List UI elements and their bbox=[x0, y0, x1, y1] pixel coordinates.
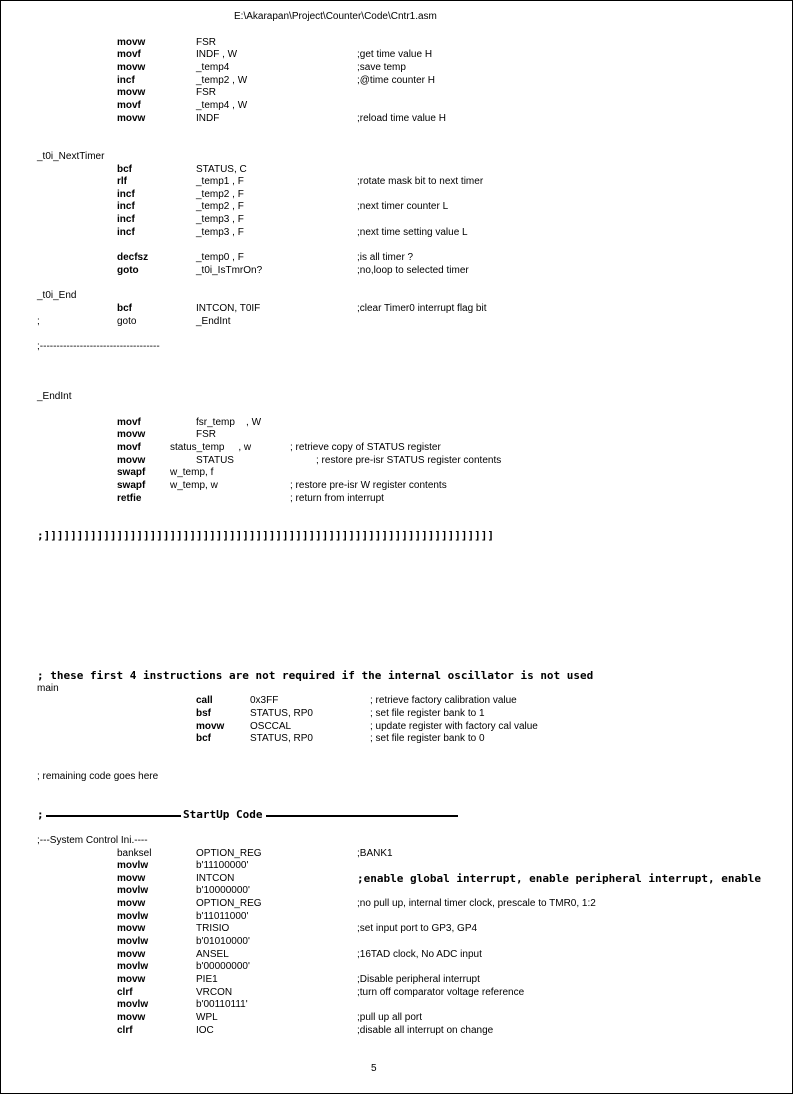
code-text: b'00110111' bbox=[196, 999, 248, 1010]
instruction-mnemonic: incf bbox=[117, 214, 135, 225]
code-text: ;clear Timer0 interrupt flag bit bbox=[357, 303, 487, 314]
instruction-mnemonic: movf bbox=[117, 442, 141, 453]
instruction-mnemonic: movlw bbox=[117, 911, 149, 922]
code-text: INDF bbox=[196, 113, 220, 124]
code-text: _temp3 , F bbox=[196, 214, 244, 225]
code-text: b'01010000' bbox=[196, 936, 250, 947]
code-text: ; return from interrupt bbox=[290, 493, 384, 504]
code-text: ; retrieve factory calibration value bbox=[370, 695, 517, 706]
code-text: ;save temp bbox=[357, 62, 406, 73]
instruction-mnemonic: movw bbox=[117, 898, 146, 909]
code-text: ;Disable peripheral interrupt bbox=[357, 974, 480, 985]
startup-rule-left bbox=[46, 815, 181, 817]
code-text: INTCON bbox=[196, 873, 235, 884]
code-text: ;disable all interrupt on change bbox=[357, 1025, 494, 1036]
code-text: ;next timer counter L bbox=[357, 201, 449, 212]
instruction-mnemonic: movlw bbox=[117, 961, 149, 972]
code-text: ;no,loop to selected timer bbox=[357, 265, 469, 276]
code-text: INDF , W bbox=[196, 49, 238, 60]
code-text: ; restore pre-isr STATUS register contents bbox=[316, 455, 502, 466]
code-text: ; these first 4 instructions are not required if the internal oscillator is not used bbox=[37, 669, 594, 682]
code-text: ;turn off comparator voltage reference bbox=[357, 987, 525, 998]
code-text: _temp2 , F bbox=[196, 201, 244, 212]
code-text: IOC bbox=[196, 1025, 214, 1036]
code-text: _temp3 , F bbox=[196, 227, 244, 238]
instruction-mnemonic: movw bbox=[117, 923, 146, 934]
code-text: ;16TAD clock, No ADC input bbox=[357, 949, 482, 960]
instruction-mnemonic: bcf bbox=[196, 733, 211, 744]
instruction-mnemonic: movf bbox=[117, 100, 141, 111]
code-text: _temp4 bbox=[196, 62, 230, 73]
instruction-mnemonic: swapf bbox=[117, 467, 146, 478]
code-text: _temp2 , F bbox=[196, 189, 244, 200]
code-text: ;]]]]]]]]]]]]]]]]]]]]]]]]]]]]]]]]]]]]]]]]]]]]]]]]]]]]]]]]]]]]]]]]]]]] bbox=[37, 529, 494, 542]
code-text: STATUS bbox=[196, 455, 234, 466]
code-text: _temp2 , W bbox=[196, 75, 248, 86]
code-text: ;set input port to GP3, GP4 bbox=[357, 923, 478, 934]
instruction-mnemonic: movw bbox=[117, 1012, 146, 1023]
code-text: w_temp, f bbox=[170, 467, 214, 478]
code-text: _t0i_End bbox=[37, 290, 77, 301]
instruction-mnemonic: movw bbox=[117, 873, 146, 884]
instruction-mnemonic: movf bbox=[117, 417, 141, 428]
code-text: TRISIO bbox=[196, 923, 230, 934]
code-text: FSR bbox=[196, 87, 216, 98]
instruction-mnemonic: movw bbox=[117, 87, 146, 98]
code-text: ;reload time value H bbox=[357, 113, 446, 124]
code-text: status_temp , w bbox=[170, 442, 252, 453]
code-text: ;@time counter H bbox=[357, 75, 435, 86]
instruction-mnemonic: movw bbox=[117, 37, 146, 48]
code-text: FSR bbox=[196, 37, 216, 48]
code-text: _temp4 , W bbox=[196, 100, 248, 111]
code-text: FSR bbox=[196, 429, 216, 440]
code-text: 0x3FF bbox=[250, 695, 279, 706]
instruction-mnemonic: rlf bbox=[117, 176, 127, 187]
instruction-mnemonic: movw bbox=[196, 721, 225, 732]
file-path-header: E:\Akarapan\Project\Counter\Code\Cntr1.asm bbox=[234, 11, 437, 22]
code-text: _temp1 , F bbox=[196, 176, 244, 187]
code-text: ;next time setting value L bbox=[357, 227, 468, 238]
code-text: ;enable global interrupt, enable peripheral interrupt, enable bbox=[357, 872, 761, 885]
code-text: ;BANK1 bbox=[357, 848, 393, 859]
startup-prefix: ; bbox=[37, 808, 44, 821]
code-text: w_temp, w bbox=[170, 480, 218, 491]
code-text: ; update register with factory cal value bbox=[370, 721, 538, 732]
code-text: _temp0 , F bbox=[196, 252, 244, 263]
instruction-mnemonic: incf bbox=[117, 201, 135, 212]
code-text: main bbox=[37, 683, 59, 694]
instruction-mnemonic: bcf bbox=[117, 164, 132, 175]
code-text: ;rotate mask bit to next timer bbox=[357, 176, 484, 187]
code-text: b'11100000' bbox=[196, 860, 249, 871]
code-text: ;get time value H bbox=[357, 49, 433, 60]
code-text: STATUS, C bbox=[196, 164, 247, 175]
instruction-mnemonic: movw bbox=[117, 429, 146, 440]
code-text: fsr_temp , W bbox=[196, 417, 262, 428]
code-text: ; restore pre-isr W register contents bbox=[290, 480, 447, 491]
code-text: ANSEL bbox=[196, 949, 229, 960]
code-text: _t0i_NextTimer bbox=[37, 151, 105, 162]
code-text: banksel bbox=[117, 848, 152, 859]
instruction-mnemonic: clrf bbox=[117, 1025, 133, 1036]
instruction-mnemonic: incf bbox=[117, 75, 135, 86]
code-text: goto bbox=[117, 316, 137, 327]
instruction-mnemonic: bsf bbox=[196, 708, 211, 719]
code-text: WPL bbox=[196, 1012, 218, 1023]
code-text: ; retrieve copy of STATUS register bbox=[290, 442, 441, 453]
code-text: b'10000000' bbox=[196, 885, 250, 896]
code-text: VRCON bbox=[196, 987, 233, 998]
instruction-mnemonic: movw bbox=[117, 113, 146, 124]
instruction-mnemonic: movf bbox=[117, 49, 141, 60]
code-text: _EndInt bbox=[196, 316, 231, 327]
instruction-mnemonic: goto bbox=[117, 265, 139, 276]
code-text: OPTION_REG bbox=[196, 848, 262, 859]
instruction-mnemonic: movw bbox=[117, 455, 146, 466]
code-text: ; bbox=[37, 316, 40, 327]
instruction-mnemonic: movlw bbox=[117, 936, 149, 947]
instruction-mnemonic: movw bbox=[117, 949, 146, 960]
page-number: 5 bbox=[371, 1063, 377, 1074]
code-text: OPTION_REG bbox=[196, 898, 262, 909]
code-text: STATUS, RP0 bbox=[250, 733, 313, 744]
instruction-mnemonic: incf bbox=[117, 189, 135, 200]
code-text: ;------------------------------------ bbox=[37, 341, 160, 352]
code-text: ; set file register bank to 0 bbox=[370, 733, 485, 744]
instruction-mnemonic: movlw bbox=[117, 860, 149, 871]
code-text: _EndInt bbox=[37, 391, 72, 402]
instruction-mnemonic: movlw bbox=[117, 885, 149, 896]
startup-label: StartUp Code bbox=[183, 808, 263, 821]
code-text: ;is all timer ? bbox=[357, 252, 414, 263]
instruction-mnemonic: decfsz bbox=[117, 252, 149, 263]
code-text: INTCON, T0IF bbox=[196, 303, 261, 314]
code-text: ;no pull up, internal timer clock, prescale to TMR0, 1:2 bbox=[357, 898, 596, 909]
code-text: ; set file register bank to 1 bbox=[370, 708, 485, 719]
code-text: OSCCAL bbox=[250, 721, 292, 732]
instruction-mnemonic: retfie bbox=[117, 493, 142, 504]
code-text: ;---System Control Ini.---- bbox=[37, 835, 148, 846]
instruction-mnemonic: swapf bbox=[117, 480, 146, 491]
instruction-mnemonic: clrf bbox=[117, 987, 133, 998]
instruction-mnemonic: bcf bbox=[117, 303, 132, 314]
instruction-mnemonic: movw bbox=[117, 974, 146, 985]
startup-rule-right bbox=[266, 815, 458, 817]
code-text: ; remaining code goes here bbox=[37, 771, 159, 782]
code-text: STATUS, RP0 bbox=[250, 708, 313, 719]
instruction-mnemonic: call bbox=[196, 695, 213, 706]
code-text: b'00000000' bbox=[196, 961, 250, 972]
code-text: PIE1 bbox=[196, 974, 218, 985]
instruction-mnemonic: movw bbox=[117, 62, 146, 73]
instruction-mnemonic: incf bbox=[117, 227, 135, 238]
code-text: ;pull up all port bbox=[357, 1012, 423, 1023]
instruction-mnemonic: movlw bbox=[117, 999, 149, 1010]
code-text: b'11011000' bbox=[196, 911, 249, 922]
code-text: _t0i_IsTmrOn? bbox=[196, 265, 263, 276]
